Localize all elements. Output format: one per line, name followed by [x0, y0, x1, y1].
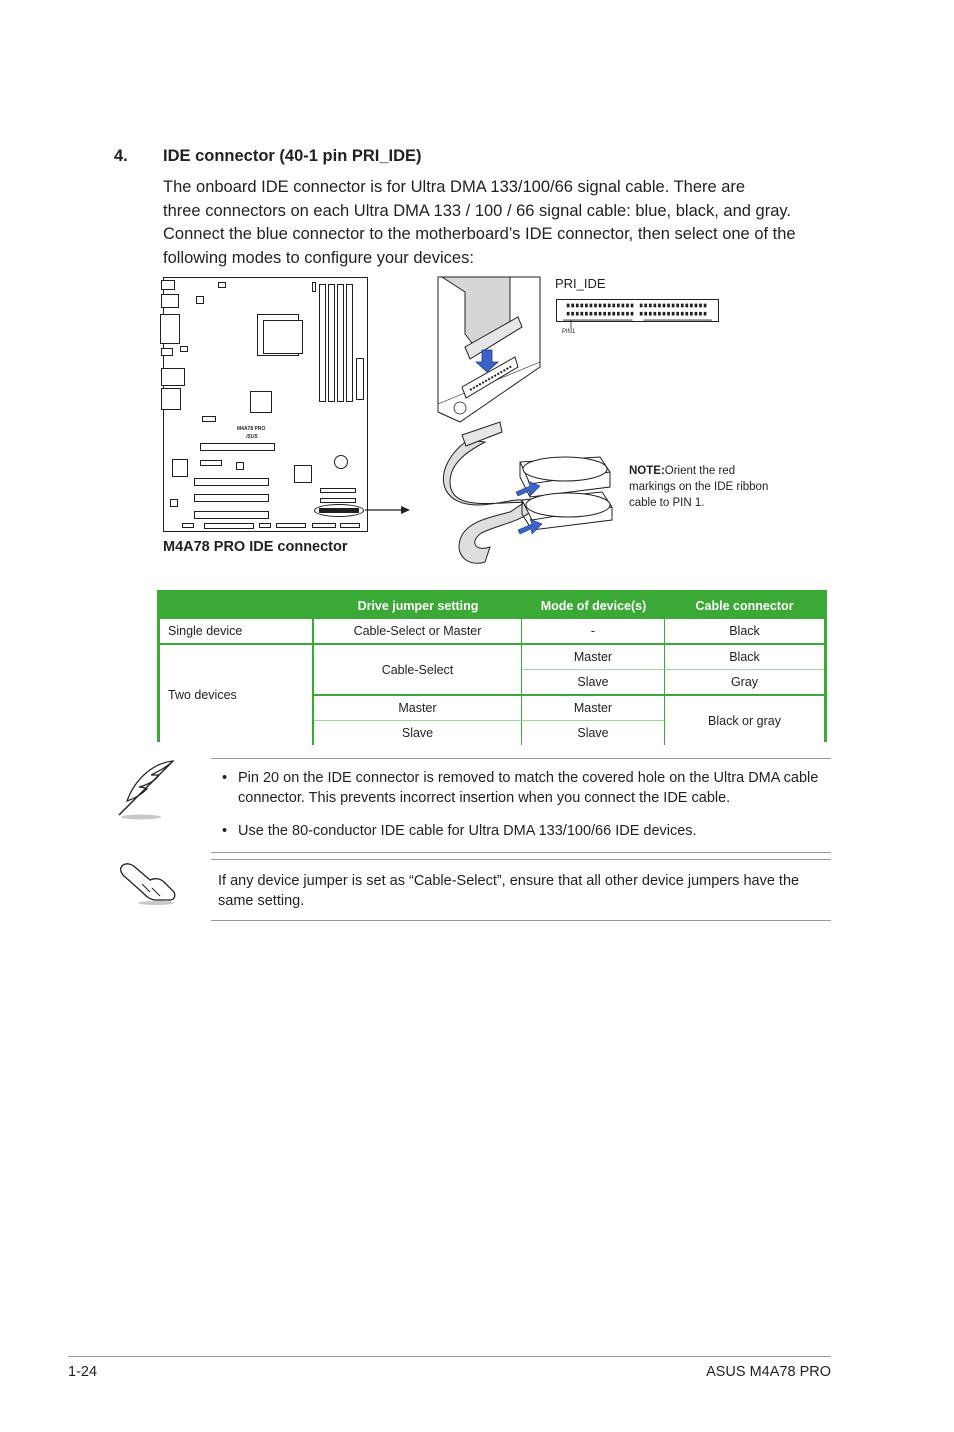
io-port	[161, 280, 175, 290]
table-cell: Slave	[314, 721, 522, 745]
note-bullets	[222, 768, 842, 854]
pci-slot	[194, 494, 269, 502]
table-header: Cable connector	[695, 599, 794, 613]
table-cell: Black or gray	[665, 696, 824, 745]
component	[236, 462, 244, 470]
chipset	[250, 391, 272, 413]
pci-slot	[194, 511, 269, 519]
header	[276, 523, 306, 528]
component	[172, 459, 188, 477]
component	[312, 282, 316, 292]
table-cell: Black	[665, 619, 824, 645]
southbridge	[294, 465, 312, 483]
list-item-text: Pin 20 on the IDE connector is removed to match the covered hole on the Ultra DMA cable connector. This prevents incorrect insertion when you connect the IDE cable.	[238, 770, 819, 806]
intro-line: three connectors on each Ultra DMA 133 / 100 / 66 signal cable: blue, black, and gray.	[163, 201, 791, 220]
table-cell: Slave	[522, 670, 665, 696]
intro-line: Connect the blue connector to the motherboard’s IDE connector, then select one of the	[163, 225, 796, 243]
usb-port	[161, 368, 185, 386]
header	[204, 523, 254, 529]
table-cell: Cable-Select	[314, 645, 522, 696]
connector-label: PRI_IDE	[555, 276, 606, 291]
table-header: Drive jumper setting	[357, 599, 479, 613]
note-text: Orient the red markings on the IDE ribbon cable to PIN 1.	[629, 465, 769, 509]
component	[170, 499, 178, 507]
pci-slot	[194, 478, 269, 486]
header	[182, 523, 194, 528]
atx-power	[356, 358, 364, 400]
pcie-slot	[200, 460, 222, 466]
divider	[211, 758, 831, 759]
hand-caution-icon	[116, 860, 180, 906]
figure-caption: M4A78 PRO IDE connector	[163, 539, 348, 555]
arrow-right-icon	[365, 502, 411, 518]
pin1-label: PIN1	[562, 329, 576, 335]
table-header	[160, 593, 314, 619]
table-header: Mode of device(s)	[540, 599, 647, 613]
sata-port	[320, 488, 356, 493]
figure-note	[629, 463, 769, 511]
component	[196, 296, 204, 304]
table-cell: Cable-Select or Master	[314, 619, 522, 645]
dimm-slot	[319, 284, 326, 402]
component	[218, 282, 226, 288]
bullet-glyph: •	[222, 823, 228, 839]
dimm-slot	[328, 284, 335, 402]
pri-ide-pin-diagram	[556, 299, 719, 322]
header	[312, 523, 336, 528]
board-model: M4A78 PRO	[237, 426, 266, 432]
ide-connector	[319, 508, 359, 513]
list-item	[222, 768, 842, 808]
device-mode-table	[157, 590, 827, 742]
document-title: ASUS M4A78 PRO	[706, 1364, 831, 1380]
board-brand: /SUS	[246, 434, 258, 440]
table-cell: Two devices	[160, 645, 314, 745]
table-cell: Master	[522, 645, 665, 670]
divider	[211, 920, 831, 921]
table-cell: Master	[314, 696, 522, 721]
feather-pen-icon	[113, 757, 179, 821]
io-port	[161, 294, 179, 308]
header	[259, 523, 271, 528]
pcie-slot	[200, 443, 275, 451]
io-port	[161, 348, 173, 356]
list-item	[222, 821, 842, 841]
note-label: NOTE:	[629, 465, 665, 477]
divider	[211, 852, 831, 853]
caution-text: If any device jumper is set as “Cable-Select”, ensure that all other device jumpers have the same setting.	[218, 873, 800, 909]
divider	[211, 859, 831, 860]
cpu-socket-inner	[263, 320, 303, 354]
battery	[334, 455, 348, 469]
table-header-row	[160, 593, 824, 619]
table-row	[160, 619, 824, 645]
intro-paragraph	[163, 176, 843, 270]
sata-port	[320, 498, 356, 503]
section-title: IDE connector (40-1 pin PRI_IDE)	[163, 147, 422, 165]
page-number: 1-24	[68, 1364, 98, 1380]
table-row	[160, 645, 824, 670]
section-number: 4.	[114, 147, 128, 165]
component	[202, 416, 216, 422]
table-cell: Single device	[160, 619, 314, 645]
vga-port	[160, 314, 180, 344]
header	[340, 523, 360, 528]
table-cell: Slave	[522, 721, 665, 745]
dimm-slot	[337, 284, 344, 402]
table-cell: Gray	[665, 670, 824, 696]
dimm-slot	[346, 284, 353, 402]
table-cell: Master	[522, 696, 665, 721]
audio-port	[161, 388, 181, 410]
table-cell: -	[522, 619, 665, 645]
intro-line: following modes to configure your devices:	[163, 248, 474, 267]
table-cell: Black	[665, 645, 824, 670]
motherboard-layout	[163, 277, 368, 532]
list-item-text: Use the 80-conductor IDE cable for Ultra DMA 133/100/66 IDE devices.	[238, 823, 697, 839]
intro-line: The onboard IDE connector is for Ultra DMA 133/100/66 signal cable. There are	[163, 178, 746, 196]
component	[180, 346, 188, 352]
footer-divider	[68, 1356, 831, 1357]
bullet-glyph: •	[222, 770, 228, 786]
